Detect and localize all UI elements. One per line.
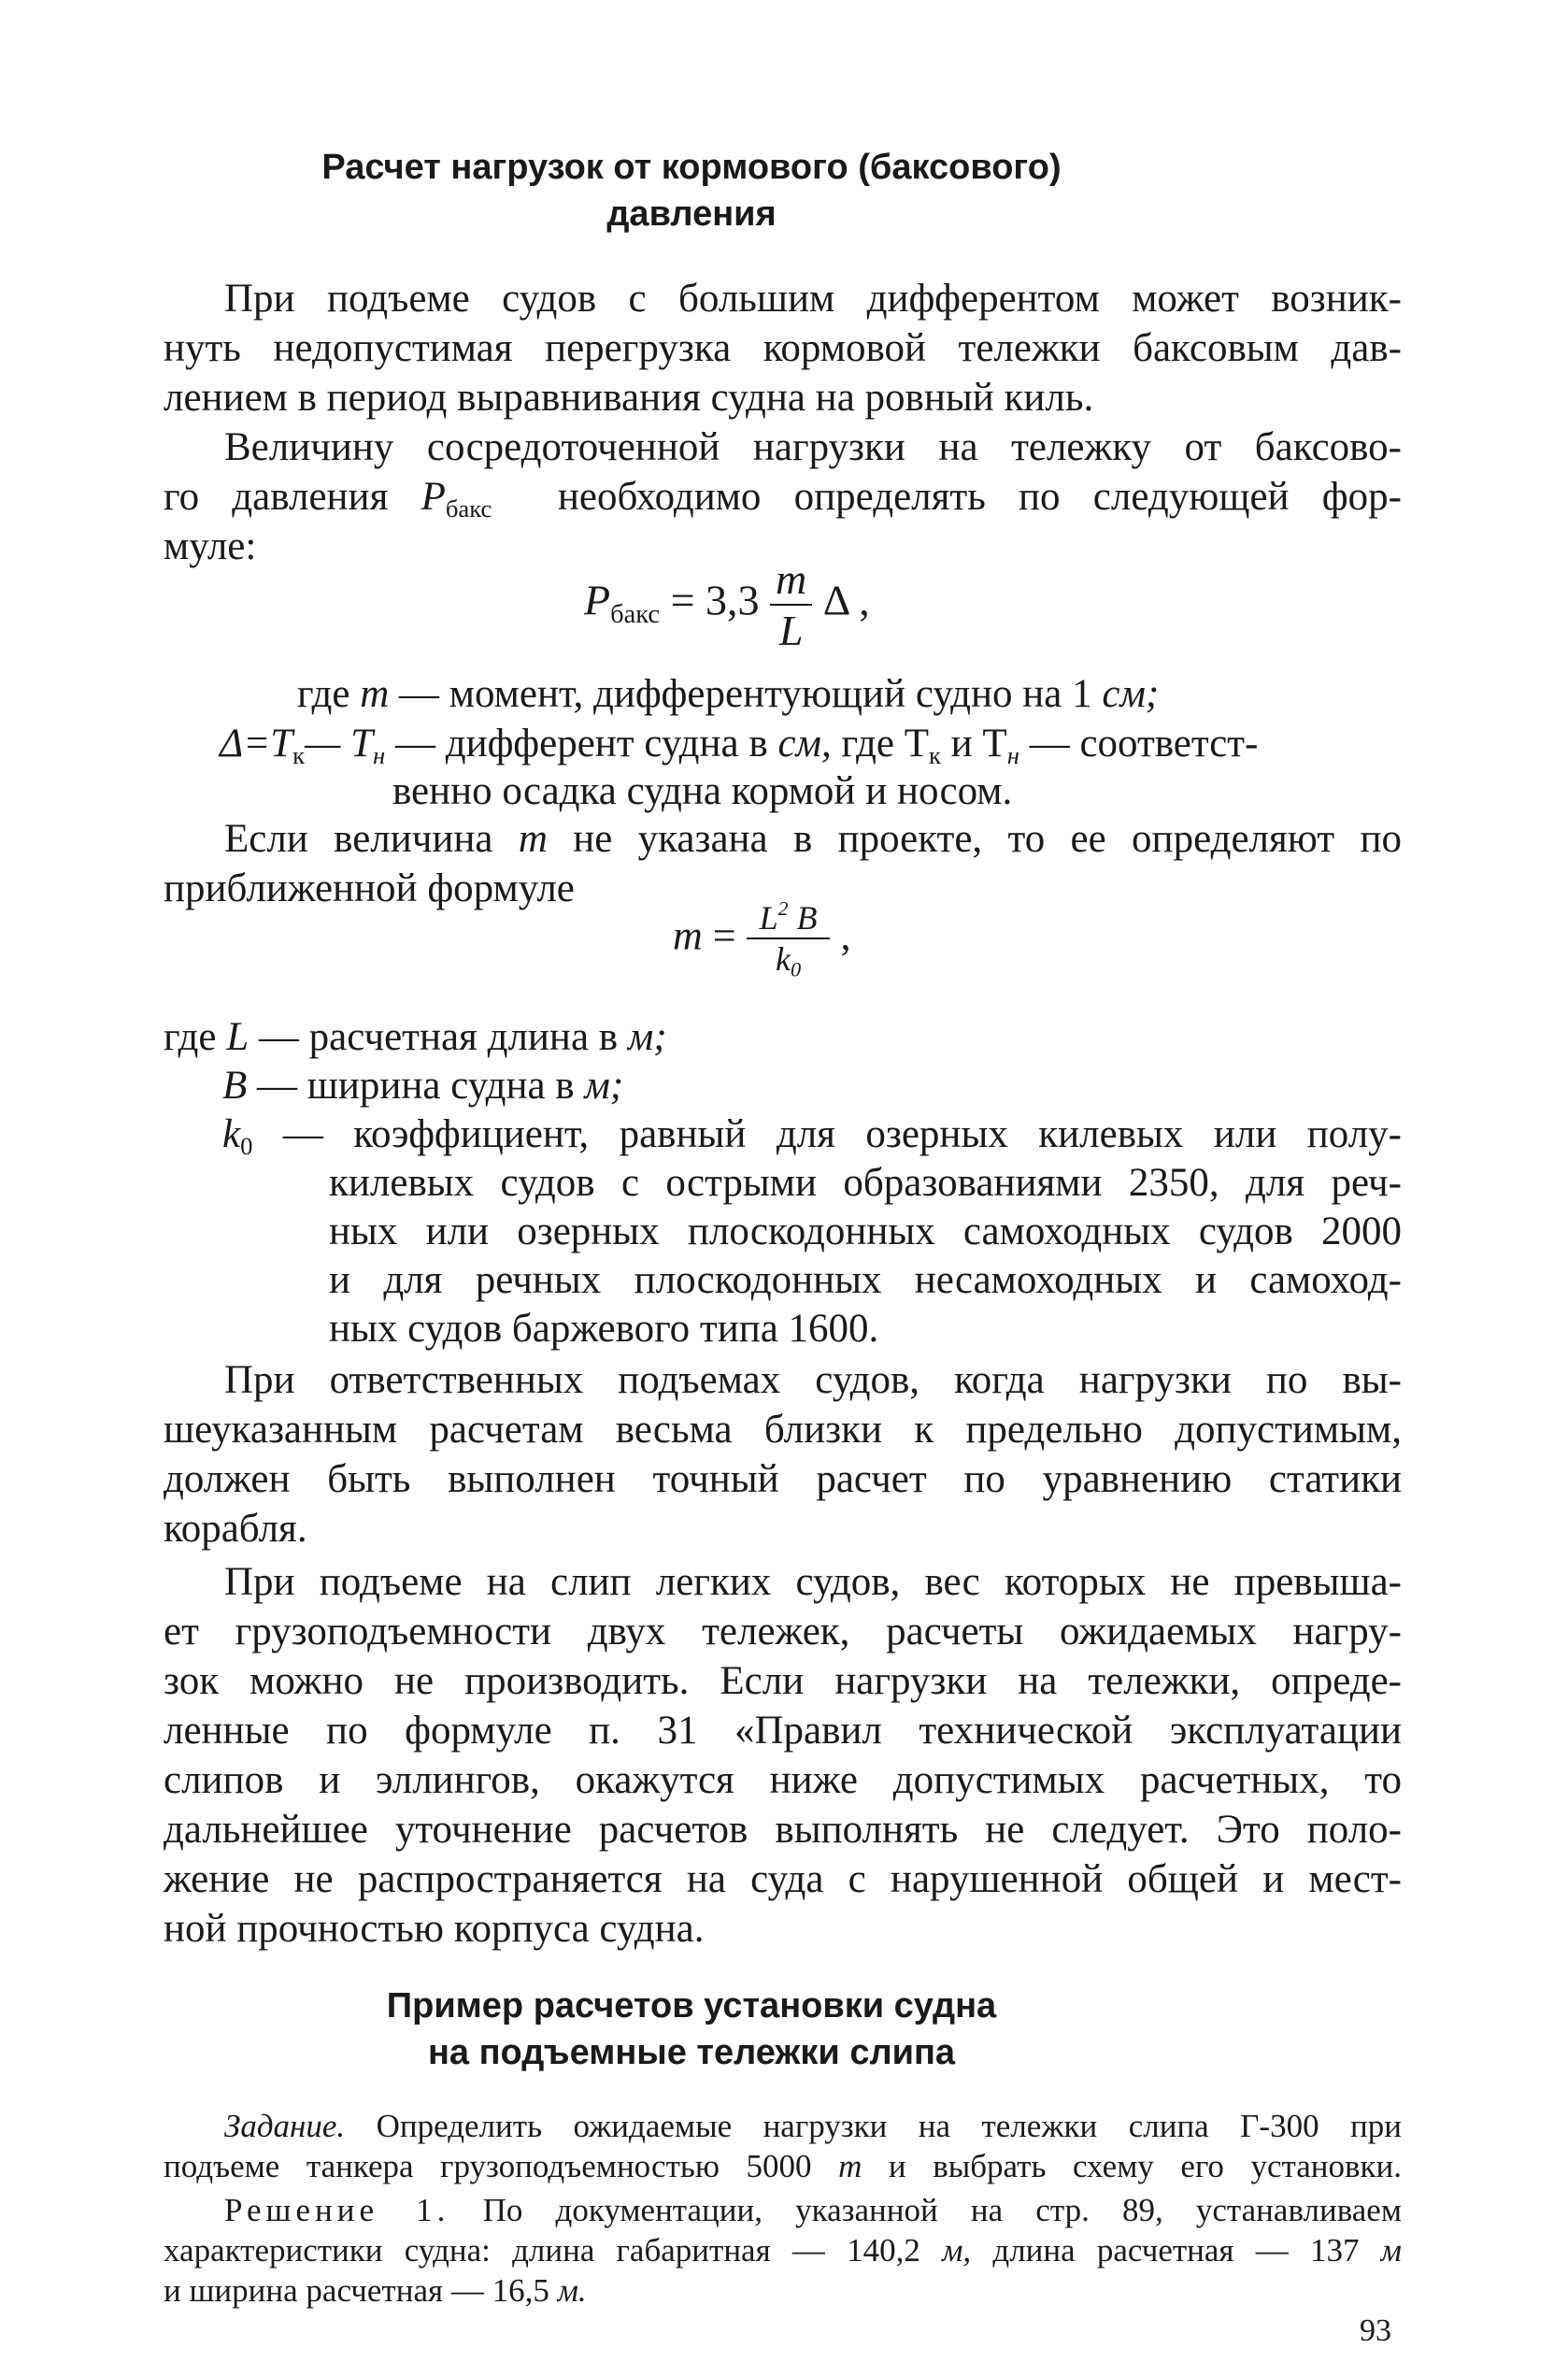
definition-line: где L — расчетная длина в м; <box>164 1015 667 1059</box>
page-number: 93 <box>1360 2313 1391 2348</box>
paragraph-line: зок можно не производить. Если нагрузки на тележки, опреде- <box>164 1659 1402 1703</box>
solution-line: и ширина расчетная — 16,5 м. <box>164 2272 587 2309</box>
paragraph-line: ет грузоподъемности двух тележек, расчеты ожидаемых нагру- <box>164 1610 1402 1653</box>
paragraph-line: дальнейшее уточнение расчетов выполнять не следует. Это поло- <box>164 1808 1402 1852</box>
paragraph-line: го давления $P_{бакс}$ необходимо определять по следующей фор- <box>164 475 1402 523</box>
solution-line: характеристики судна: длина габаритная — 140,2 м, длина расчетная — 137 м <box>164 2232 1402 2269</box>
paragraph-line: При подъеме судов с большим дифферентом может возник- <box>224 277 1402 321</box>
definition-line: венно осадка судна кормой и носом. <box>392 769 1013 813</box>
paragraph-line: шеуказанным расчетам весьма близки к предельно допустимым, <box>164 1408 1402 1452</box>
section-title-line1: Расчет нагрузок от кормового (баксового) <box>321 148 1062 187</box>
definition-line: $k_0$ — коэффициент, равный для озерных килевых или полу- <box>222 1112 1402 1160</box>
task-line: подъеме танкера грузоподъемностью 5000 т и выбрать схему его установки. <box>164 2148 1403 2184</box>
paragraph-line: При подъеме на слип легких судов, вес которых не превыша- <box>224 1560 1402 1604</box>
definition-line: ных или озерных плоскодонных самоходных судов 2000 <box>329 1210 1402 1253</box>
paragraph-line: Если величина m не указана в проекте, то ее определяют по <box>224 817 1402 861</box>
definition-line: ных судов баржевого типа 1600. <box>329 1307 879 1351</box>
formula-baks: $P_{бакс} = 3,3$ $\frac{m}{L}$ Δ , <box>584 555 870 654</box>
definition-line: килевых судов с острыми образованиями 2350, для реч- <box>329 1161 1402 1205</box>
section-title-line2: на подъемные тележки слипа <box>427 2033 956 2072</box>
formula-moment: m = $\frac{L^2 B}{k_0}$ , <box>673 897 851 981</box>
definition-line: и для речных плоскодонных несамоходных и самоход- <box>329 1258 1402 1302</box>
paragraph-line: жение не распространяется на суда с нарушенной общей и мест- <box>164 1857 1402 1901</box>
paragraph-line: лением в период выравнивания судна на ровный киль. <box>164 376 1094 420</box>
paragraph-line: ленные по формуле п. 31 «Правил технической эксплуатации <box>164 1709 1402 1753</box>
section-title-line1: Пример расчетов установки судна <box>386 1986 997 2026</box>
paragraph-line: слипов и эллингов, окажутся ниже допустимых расчетных, то <box>164 1758 1402 1802</box>
paragraph-line: Величину сосредоточенной нагрузки на тележку от баксово- <box>224 425 1402 469</box>
paragraph-line: муле: <box>164 524 257 568</box>
paragraph-line: должен быть выполнен точный расчет по уравнению статики <box>164 1457 1402 1501</box>
definition-line: где m — момент, дифферентующий судно на 1 см; <box>297 672 1160 716</box>
paragraph-line: ной прочностью корпуса судна. <box>164 1907 705 1951</box>
definition-line: B — ширина судна в м; <box>222 1064 624 1108</box>
paragraph-line: нуть недопустимая перегрузка кормовой тележки баксовым дав- <box>164 326 1402 370</box>
paragraph-line: корабля. <box>164 1507 307 1551</box>
section-title-line2: давления <box>606 194 777 234</box>
task-line: Задание. Определить ожидаемые нагрузки на тележки слипа Г-300 при <box>224 2108 1402 2144</box>
paragraph-line: При ответственных подъемах судов, когда нагрузки по вы- <box>224 1358 1402 1402</box>
solution-line: Решение 1. По документации, указанной на стр. 89, устанавливаем <box>224 2192 1402 2228</box>
definition-line: $\Delta=T_к—$ $T_н$ — дифферент судна в см, где $T_к$ и $T_н$ — соответст- <box>220 722 1259 769</box>
paragraph-line: приближенной формуле <box>164 866 575 910</box>
